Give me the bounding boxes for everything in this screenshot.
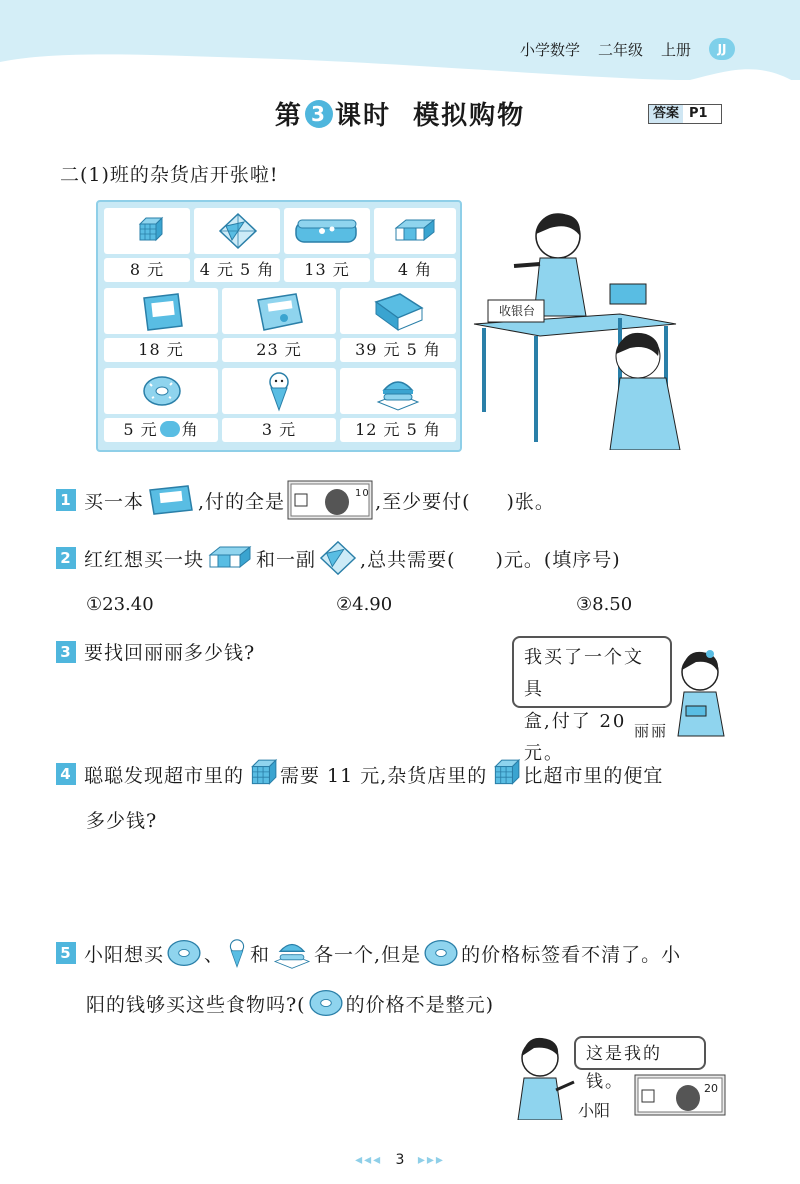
- donut-icon: [166, 938, 202, 968]
- q3-text: 要找回丽丽多少钱?: [84, 642, 256, 664]
- cube-icon: [489, 758, 521, 790]
- q5-text-1: 小阳想买: [84, 943, 165, 966]
- item-cell-eraser: [374, 208, 456, 254]
- lili-bubble-line-2: 盒,付了 20 元。: [524, 711, 627, 764]
- question-4: [56, 758, 663, 790]
- question-2-number: 2: [56, 547, 76, 569]
- item-cell-burger: [340, 368, 456, 414]
- question-2: [56, 540, 621, 576]
- boy-xiaoyang-illustration: [512, 1034, 582, 1120]
- price-math-book: 18 元: [104, 338, 218, 362]
- page-number: 3: [395, 1152, 405, 1168]
- tangram-icon: [318, 540, 358, 576]
- dictionary-icon: [370, 292, 426, 332]
- item-cell-donut: [104, 368, 218, 414]
- q5-text-3: 和: [250, 943, 271, 966]
- option-3: ③8.50: [576, 594, 633, 615]
- grade-label: 二年级: [598, 40, 644, 59]
- math-book-icon: [138, 292, 186, 332]
- price-donut-yuan: 5 元: [123, 420, 158, 439]
- tangram-icon: [218, 212, 258, 250]
- header-meta: [520, 38, 735, 60]
- q1-text-3: ,至少要付(: [375, 490, 471, 513]
- footer-arrows-left: ◂◂◂: [355, 1152, 383, 1168]
- pencil-case-icon: [294, 216, 360, 246]
- footer-arrows-right: ▸▸▸: [417, 1152, 445, 1168]
- eraser-icon: [206, 545, 254, 571]
- question-5-line-2: [86, 988, 494, 1018]
- q4-text-3: 比超市里的便宜: [523, 764, 664, 787]
- q1-text-1: 买一本: [84, 490, 145, 513]
- question-4-number: 4: [56, 763, 76, 785]
- q2-text-4: )元。(填序号): [495, 548, 621, 571]
- answer-page: P1: [689, 106, 708, 121]
- cube-icon: [246, 758, 278, 790]
- cube-icon: [134, 216, 164, 246]
- q2-text-1: 红红想买一块: [84, 548, 205, 571]
- price-ice-cream: 3 元: [222, 418, 336, 442]
- math-book-icon: [146, 484, 196, 516]
- q1-text-4: )张。: [506, 490, 555, 513]
- title-prefix: 第: [274, 101, 303, 131]
- xiaoyang-name-label: 小阳: [578, 1101, 611, 1120]
- question-3-number: 3: [56, 641, 76, 663]
- question-3: [56, 638, 255, 665]
- smudge-mark: [160, 421, 180, 437]
- item-cell-pencil-case: [284, 208, 370, 254]
- donut-icon: [142, 374, 182, 408]
- item-cell-dictionary: [340, 288, 456, 334]
- edition-badge: JJ: [709, 38, 735, 60]
- lili-bubble-line-1: 我买了一个文具: [524, 647, 644, 700]
- burger-icon: [272, 936, 312, 970]
- question-5-number: 5: [56, 942, 76, 964]
- donut-icon: [423, 938, 459, 968]
- lesson-name: 模拟购物: [413, 101, 526, 131]
- price-cube: 8 元: [104, 258, 190, 282]
- price-dictionary: 39 元 5 角: [340, 338, 456, 362]
- q5-text-7: 的价格不是整元): [345, 993, 495, 1016]
- page-footer: [0, 1152, 800, 1168]
- eraser-icon: [392, 218, 438, 244]
- girl-lili-illustration: [672, 648, 728, 738]
- q5-text-4: 各一个,但是: [314, 943, 422, 966]
- answer-reference[interactable]: [648, 104, 722, 124]
- question-1: [56, 480, 555, 520]
- q1-text-2: ,付的全是: [198, 490, 286, 513]
- q2-text-3: ,总共需要(: [360, 548, 456, 571]
- price-donut: [104, 418, 218, 442]
- shop-price-board: [96, 200, 462, 452]
- lesson-number: 3: [305, 100, 333, 128]
- animal-book-icon: [254, 292, 306, 332]
- item-cell-animal-book: [222, 288, 336, 334]
- q4-text-1: 聪聪发现超市里的: [84, 764, 245, 787]
- shop-counter-illustration: [470, 206, 690, 450]
- counter-sign: 收银台: [498, 304, 535, 318]
- svg-text:10: 10: [355, 488, 370, 499]
- title-suffix: 课时: [334, 101, 391, 131]
- banknote-10-icon: [287, 480, 373, 520]
- answer-label: 答案: [649, 105, 683, 123]
- question-4-line-2: 多少钱?: [86, 810, 158, 832]
- lili-name-label: 丽丽: [634, 722, 669, 740]
- q2-text-2: 和一副: [256, 548, 317, 571]
- q5-text-5: 的价格标签看不清了。小: [461, 943, 682, 966]
- banknote-20-icon: [634, 1074, 726, 1116]
- price-animal-book: 23 元: [222, 338, 336, 362]
- item-cell-tangram: [194, 208, 280, 254]
- svg-text:20: 20: [704, 1082, 718, 1095]
- q5-text-2: 、: [204, 943, 225, 966]
- price-tangram: 4 元 5 角: [194, 258, 280, 282]
- option-1: ①23.40: [86, 594, 154, 615]
- intro-text: 二(1)班的杂货店开张啦!: [60, 164, 279, 186]
- burger-icon: [376, 372, 420, 412]
- price-donut-jiao: 角: [181, 420, 199, 439]
- item-cell-ice-cream: [222, 368, 336, 414]
- donut-icon: [308, 988, 344, 1018]
- subject-label: 小学数学: [520, 40, 581, 59]
- option-2: ②4.90: [336, 594, 393, 615]
- question-5: [56, 936, 681, 970]
- price-eraser: 4 角: [374, 258, 456, 282]
- question-1-number: 1: [56, 489, 76, 511]
- q5-text-6: 阳的钱够买这些食物吗?(: [86, 993, 306, 1016]
- item-cell-cube: [104, 208, 190, 254]
- ice-cream-icon: [264, 370, 294, 412]
- price-burger: 12 元 5 角: [340, 418, 456, 442]
- item-cell-math-book: [104, 288, 218, 334]
- ice-cream-icon: [226, 936, 248, 970]
- q4-text-2: 需要 11 元,杂货店里的: [280, 764, 488, 787]
- xiaoyang-speech-bubble: 这是我的钱。: [574, 1036, 706, 1070]
- volume-label: 上册: [661, 40, 692, 59]
- price-pencil-case: 13 元: [284, 258, 370, 282]
